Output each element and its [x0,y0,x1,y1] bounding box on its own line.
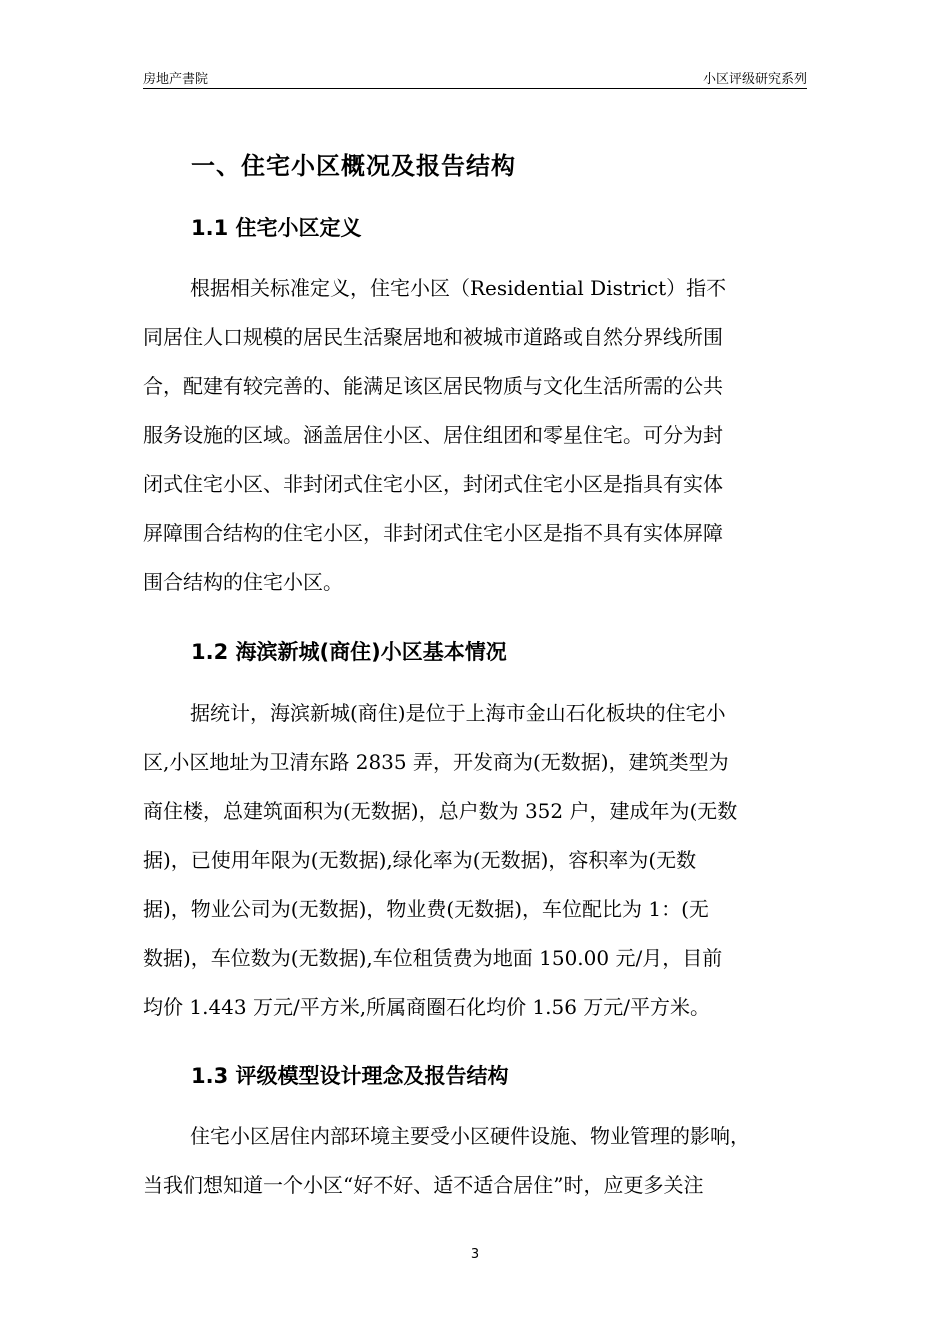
text-line: 服务设施的区域。涵盖居住小区、居住组团和零星住宅。可分为封 [143,423,723,447]
text-line: 均价 1.443 万元/平方米,所属商圈石化均价 1.56 万元/平方米。 [143,995,711,1019]
header-right-text: 小区评级研究系列 [702,72,807,87]
text-line: 屏障围合结构的住宅小区，非封闭式住宅小区是指不具有实体屏障 [143,521,723,545]
text-line: 据)，物业公司为(无数据)，物业费(无数据)，车位配比为 1：(无 [143,897,709,921]
text-line: 当我们想知道一个小区“好不好、适不适合居住”时，应更多关注 [143,1173,704,1197]
text-line: 根据相关标准定义，住宅小区（Residential District）指不 [190,276,727,300]
page-number: 3 [470,1247,480,1262]
text-line: 据)，已使用年限为(无数据),绿化率为(无数据)，容积率为(无数 [143,848,697,872]
section-title: 一、住宅小区概况及报告结构 [191,152,516,180]
page-header [143,66,807,89]
text-line: 数据)，车位数为(无数据),车位租赁费为地面 150.00 元/月，目前 [143,946,723,970]
heading-1-3: 1.3 评级模型设计理念及报告结构 [191,1064,509,1088]
text-line: 商住楼，总建筑面积为(无数据)，总户数为 352 户，建成年为(无数 [143,799,738,823]
text-line: 同居住人口规模的居民生活聚居地和被城市道路或自然分界线所围 [143,325,723,349]
heading-1-1: 1.1 住宅小区定义 [191,216,362,240]
text-line: 合，配建有较完善的、能满足该区居民物质与文化生活所需的公共 [143,374,723,398]
text-line: 围合结构的住宅小区。 [143,570,343,594]
text-line: 住宅小区居住内部环境主要受小区硬件设施、物业管理的影响， [190,1124,750,1148]
text-line: 据统计，海滨新城(商住)是位于上海市金山石化板块的住宅小 [190,701,726,725]
text-line: 闭式住宅小区、非封闭式住宅小区，封闭式住宅小区是指具有实体 [143,472,723,496]
text-line: 区,小区地址为卫清东路 2835 弄，开发商为(无数据)，建筑类型为 [143,750,729,774]
heading-1-2: 1.2 海滨新城(商住)小区基本情况 [191,640,507,664]
header-left-text: 房地产書院 [143,72,209,87]
